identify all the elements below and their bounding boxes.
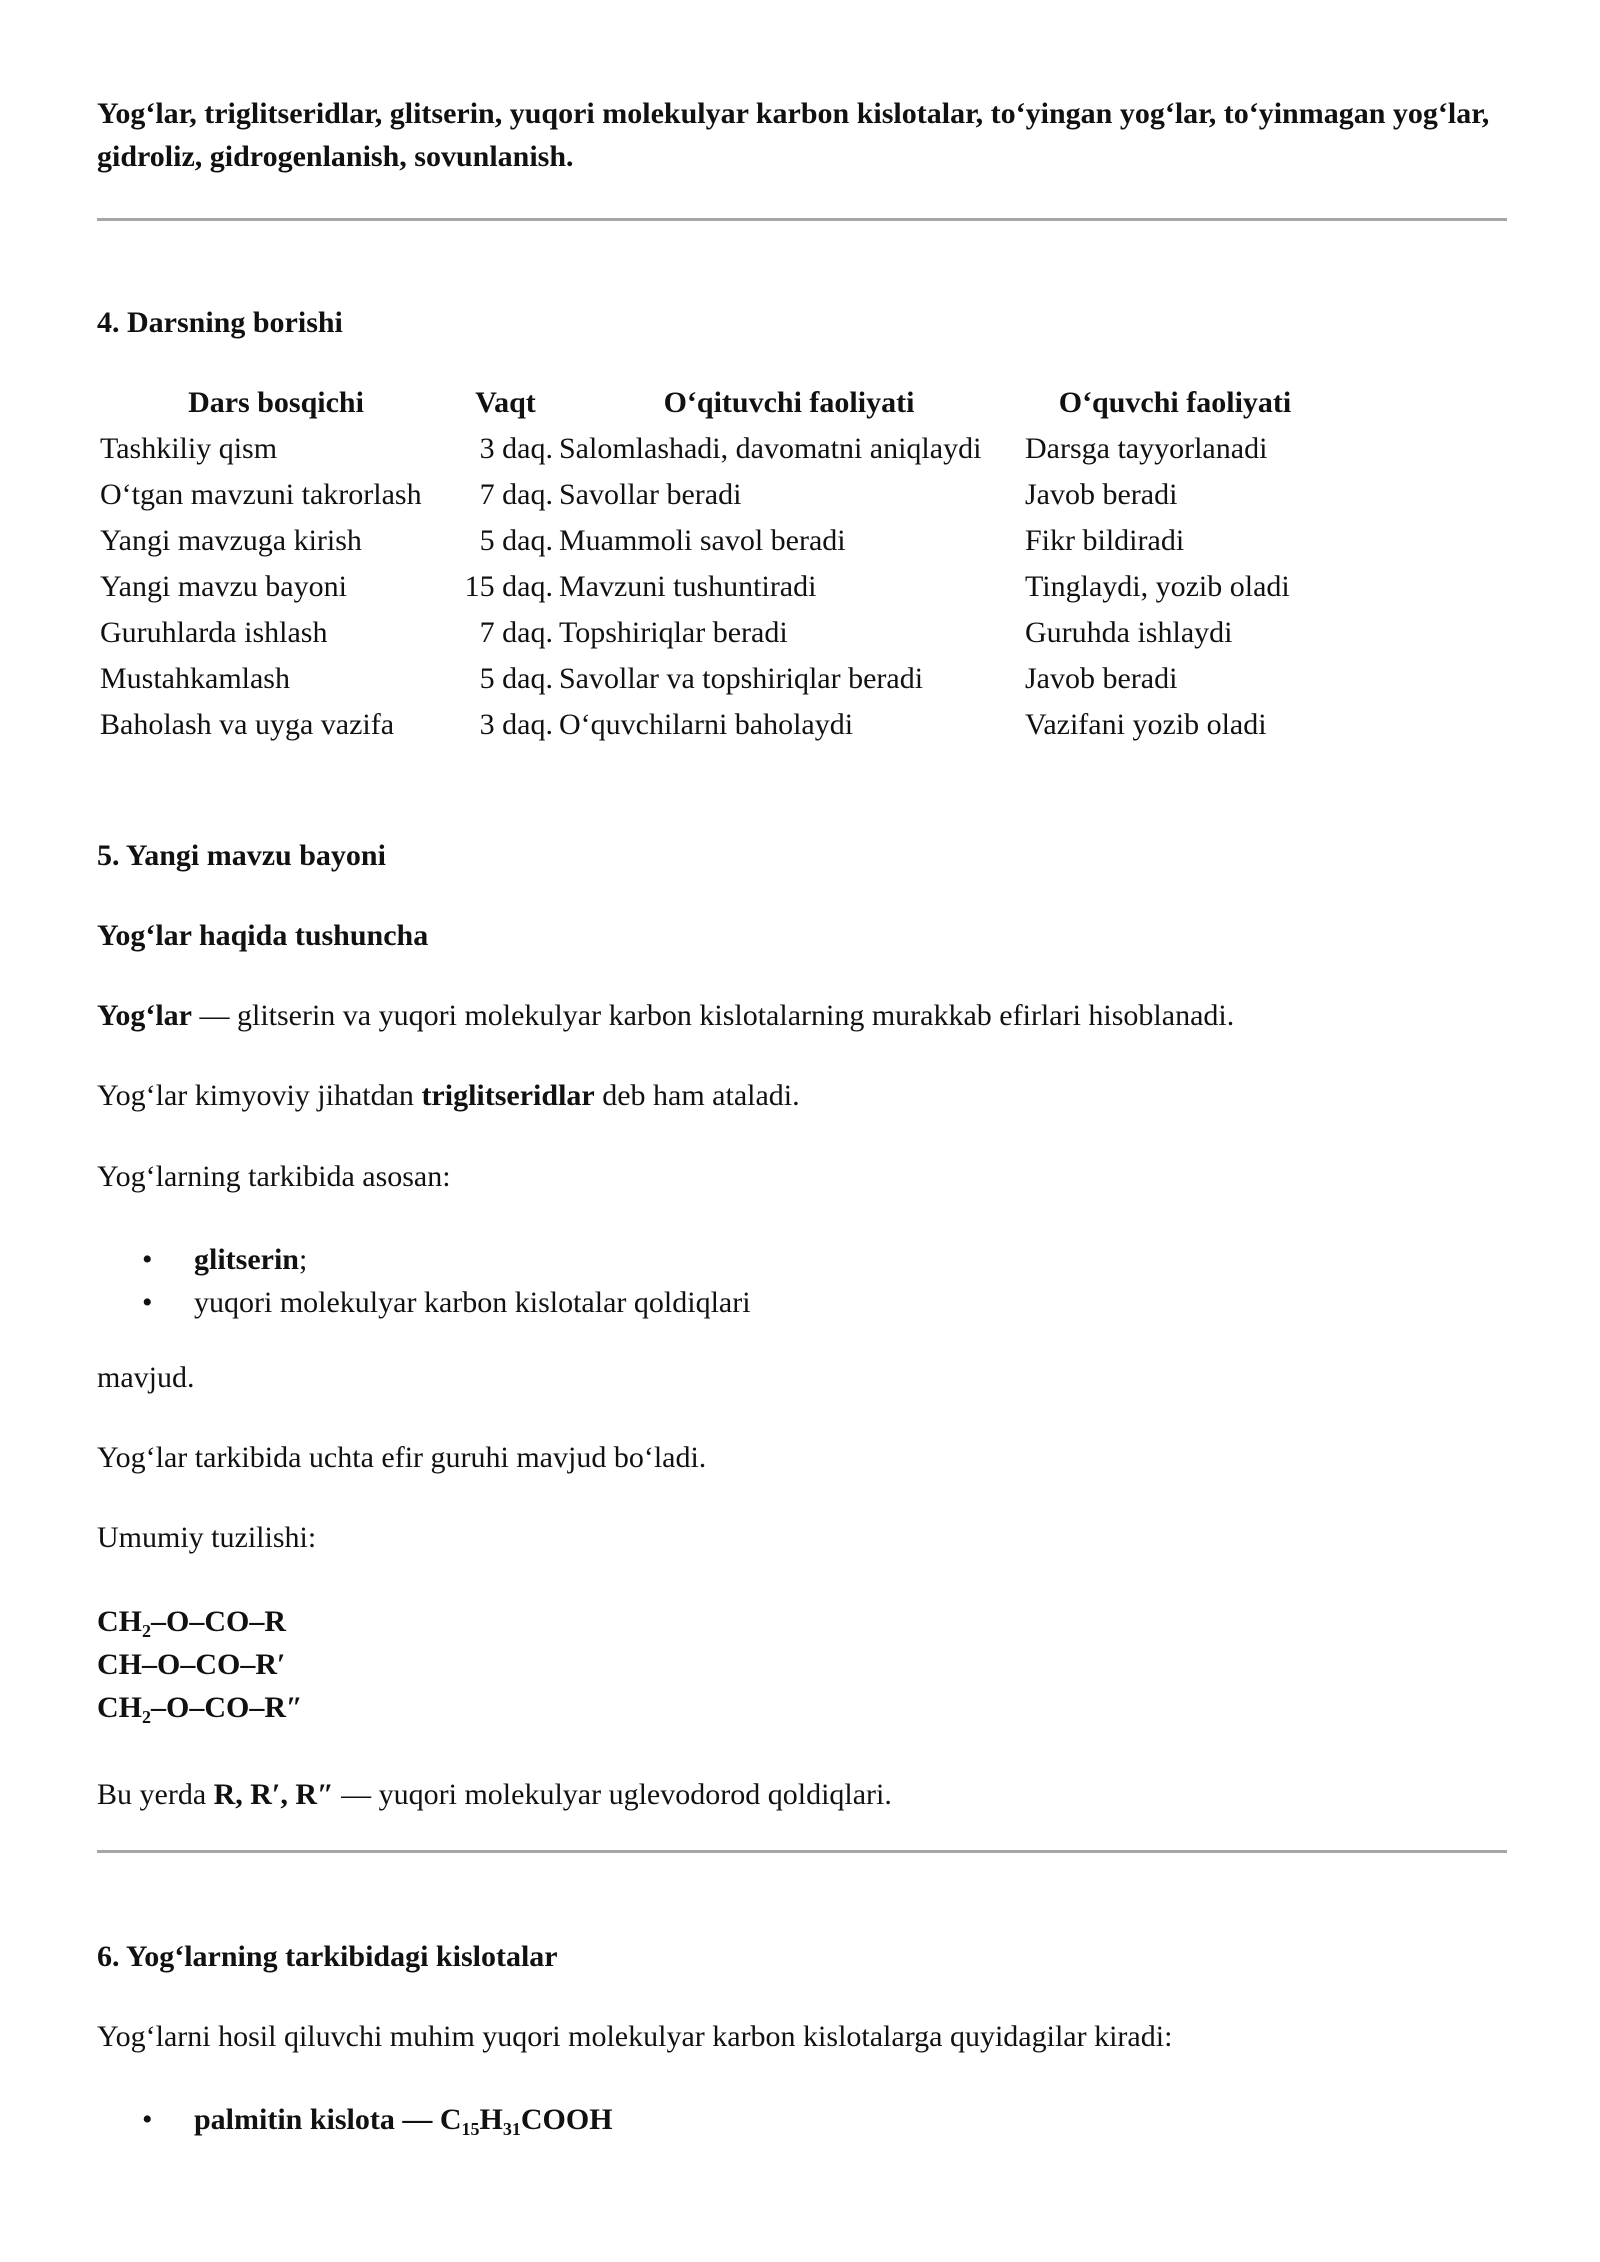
table-cell: Yangi mavzuga kirish bbox=[100, 524, 362, 557]
text-span: yuqori molekulyar karbon kislotalar qoldiqlari bbox=[194, 1286, 751, 1319]
column-header: Dars bosqichi bbox=[188, 386, 364, 419]
table-cell: Vazifani yozib oladi bbox=[1025, 708, 1267, 741]
column-header: Vaqt bbox=[475, 386, 536, 419]
formula-line bbox=[97, 1600, 303, 1643]
table-cell: Javob beradi bbox=[1025, 478, 1178, 511]
bold-term: glitserin bbox=[194, 1243, 299, 1276]
table-header-row bbox=[97, 380, 1328, 426]
table-row bbox=[97, 656, 1328, 702]
table-cell: Tashkiliy qism bbox=[100, 432, 278, 465]
lesson-plan-table bbox=[97, 380, 1328, 748]
structure-label: Umumiy tuzilishi: bbox=[97, 1521, 317, 1554]
list-item bbox=[97, 1281, 751, 1324]
table-cell: 5 daq. bbox=[479, 524, 553, 557]
composition-list bbox=[97, 1238, 751, 1324]
text-span: Yog‘lar kimyoviy jihatdan bbox=[97, 1079, 422, 1112]
table-cell: 7 daq. bbox=[479, 616, 553, 649]
bullet-icon: • bbox=[142, 2103, 153, 2136]
table-cell: 3 daq. bbox=[479, 708, 553, 741]
table-cell: 5 daq. bbox=[479, 662, 553, 695]
column-header: O‘quvchi faoliyati bbox=[1058, 386, 1292, 419]
table-cell: Baholash va uyga vazifa bbox=[100, 708, 395, 741]
section6-heading: 6. Yog‘larning tarkibidagi kislotalar bbox=[97, 1940, 558, 1973]
keywords-paragraph: Yog‘lar, triglitseridlar, glitserin, yuqori molekulyar karbon kislotalar, to‘yingan yog‘lar, to‘yinmagan yog‘lar, gidroliz, gidrogenlanish, sovunlanish. bbox=[97, 97, 1490, 173]
text-span: –O–CO–R″ bbox=[151, 1691, 303, 1724]
list-item bbox=[97, 1238, 751, 1281]
bullet-icon: • bbox=[142, 1243, 153, 1276]
table-cell: 15 daq. bbox=[464, 570, 553, 603]
composition-intro: Yog‘larning tarkibida asosan: bbox=[97, 1160, 451, 1193]
subscript: 2 bbox=[142, 1621, 151, 1641]
table-row bbox=[97, 472, 1328, 518]
table-row bbox=[97, 702, 1328, 748]
text-span: CH bbox=[97, 1691, 142, 1724]
table-cell: Topshiriqlar beradi bbox=[559, 616, 788, 649]
table-cell: O‘tgan mavzuni takrorlash bbox=[100, 478, 422, 511]
section5-subheading: Yog‘lar haqida tushuncha bbox=[97, 919, 429, 952]
table-cell: Javob beradi bbox=[1025, 662, 1178, 695]
bullet-icon: • bbox=[142, 1286, 153, 1319]
text-span: CH bbox=[97, 1605, 142, 1638]
table-row bbox=[97, 518, 1328, 564]
text-span: deb ham ataladi. bbox=[594, 1079, 800, 1112]
text-span: — yuqori molekulyar uglevodorod qoldiqlari. bbox=[333, 1778, 892, 1811]
definition-term: Yog‘lar bbox=[97, 999, 192, 1032]
column-header: O‘qituvchi faoliyati bbox=[663, 386, 915, 419]
table-row bbox=[97, 610, 1328, 656]
text-span: ; bbox=[299, 1243, 308, 1276]
text-span: Bu yerda bbox=[97, 1778, 214, 1811]
divider bbox=[97, 218, 1507, 221]
table-cell: Muammoli savol beradi bbox=[559, 524, 846, 557]
section4-heading: 4. Darsning borishi bbox=[97, 306, 343, 339]
definition-paragraph bbox=[97, 996, 1234, 1036]
radicals-paragraph bbox=[97, 1775, 892, 1815]
text-span: H bbox=[479, 2103, 503, 2136]
list-item bbox=[97, 2098, 613, 2141]
text-span: COOH bbox=[520, 2103, 613, 2136]
bold-term: R, R′, R″ bbox=[213, 1778, 334, 1811]
formula-line bbox=[97, 1686, 303, 1729]
ester-groups-paragraph: Yog‘lar tarkibida uchta efir guruhi mavjud bo‘ladi. bbox=[97, 1441, 707, 1474]
subscript: 15 bbox=[461, 2119, 480, 2139]
composition-end: mavjud. bbox=[97, 1361, 195, 1394]
table-cell: 3 daq. bbox=[479, 432, 553, 465]
triglyceride-paragraph bbox=[97, 1076, 800, 1116]
table-cell: Guruhda ishlaydi bbox=[1025, 616, 1233, 649]
table-cell: O‘quvchilarni baholaydi bbox=[559, 708, 854, 741]
general-formula bbox=[97, 1600, 303, 1729]
subscript: 2 bbox=[142, 1707, 151, 1727]
table-row bbox=[97, 564, 1328, 610]
section5-heading: 5. Yangi mavzu bayoni bbox=[97, 839, 386, 872]
table-cell: Darsga tayyorlanadi bbox=[1025, 432, 1268, 465]
table-cell: 7 daq. bbox=[479, 478, 553, 511]
table-cell: Savollar va topshiriqlar beradi bbox=[559, 662, 924, 695]
formula-line: CH–O–CO–R′ bbox=[97, 1648, 286, 1681]
table-cell: Guruhlarda ishlash bbox=[100, 616, 328, 649]
definition-text: — glitserin va yuqori molekulyar karbon kislotalarning murakkab efirlari hisoblanadi. bbox=[191, 999, 1235, 1032]
text-span: –O–CO–R bbox=[151, 1605, 286, 1638]
divider bbox=[97, 1850, 1507, 1853]
table-cell: Yangi mavzu bayoni bbox=[100, 570, 347, 603]
text-span: palmitin kislota — C bbox=[194, 2103, 462, 2136]
table-cell: Mustahkamlash bbox=[100, 662, 290, 695]
table-cell: Fikr bildiradi bbox=[1025, 524, 1185, 557]
table-cell: Tinglaydi, yozib oladi bbox=[1025, 570, 1290, 603]
table-cell: Savollar beradi bbox=[559, 478, 742, 511]
table-row bbox=[97, 426, 1328, 472]
table-cell: Mavzuni tushuntiradi bbox=[559, 570, 817, 603]
subscript: 31 bbox=[502, 2119, 521, 2139]
table-cell: Salomlashadi, davomatni aniqlaydi bbox=[559, 432, 982, 465]
bold-term: triglitseridlar bbox=[421, 1079, 595, 1112]
acids-intro: Yog‘larni hosil qiluvchi muhim yuqori molekulyar karbon kislotalarga quyidagilar kiradi: bbox=[97, 2020, 1173, 2053]
acids-list bbox=[97, 2098, 613, 2141]
